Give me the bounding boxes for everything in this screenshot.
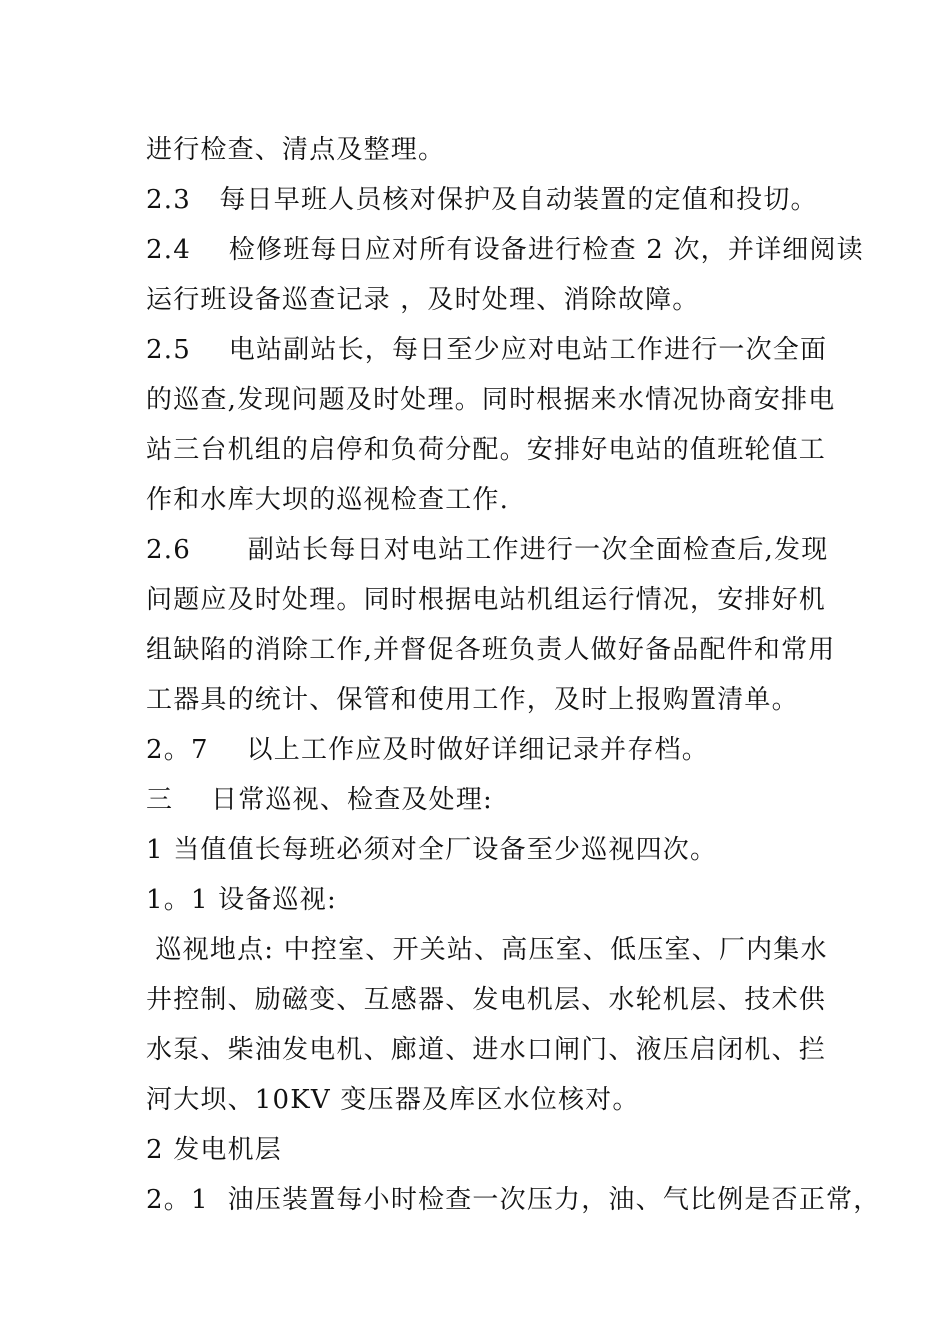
text-line: 组缺陷的消除工作,并督促各班负责人做好备品配件和常用 — [146, 635, 836, 665]
text-line: 运行班设备巡查记录 ，及时处理、消除故障。 — [146, 285, 700, 315]
text-line: 井控制、励磁变、互感器、发电机层、水轮机层、技术供 — [146, 985, 827, 1015]
text-line: 巡视地点: 中控室、开关站、高压室、低压室、厂内集水 — [146, 935, 828, 965]
text-line: 站三台机组的启停和负荷分配。安排好电站的值班轮值工 — [146, 435, 827, 465]
text-line: 水泵、柴油发电机、廊道、进水口闸门、液压启闭机、拦 — [146, 1035, 827, 1065]
text-line: 1 当值值长每班必须对全厂设备至少巡视四次。 — [146, 835, 718, 865]
text-line: 工器具的统计、保管和使用工作，及时上报购置清单。 — [146, 685, 799, 715]
text-line: 2.5 电站副站长，每日至少应对电站工作进行一次全面 — [146, 335, 828, 365]
text-line: 2。7 以上工作应及时做好详细记录并存档。 — [146, 735, 709, 765]
text-line: 2.6 副站长每日对电站工作进行一次全面检查后,发现 — [146, 535, 829, 565]
text-line: 1。1 设备巡视: — [146, 885, 337, 915]
text-line: 河大坝、10KV 变压器及库区水位核对。 — [146, 1085, 640, 1115]
section-heading: 三 日常巡视、检查及处理: — [146, 785, 494, 815]
text-line: 2.4 检修班每日应对所有设备进行检查 2 次，并详细阅读 — [146, 235, 864, 265]
text-line: 的巡查,发现问题及时处理。同时根据来水情况协商安排电 — [146, 385, 836, 415]
text-line: 2 发电机层 — [146, 1135, 283, 1165]
text-line: 进行检查、清点及整理。 — [146, 135, 446, 165]
text-line: 2.3 每日早班人员核对保护及自动装置的定值和投切。 — [146, 185, 818, 215]
text-line: 作和水库大坝的巡视检查工作. — [146, 485, 510, 515]
text-line: 问题应及时处理。同时根据电站机组运行情况，安排好机 — [146, 585, 827, 615]
text-line: 2。1 油压装置每小时检查一次压力，油、气比例是否正常， — [146, 1185, 881, 1215]
